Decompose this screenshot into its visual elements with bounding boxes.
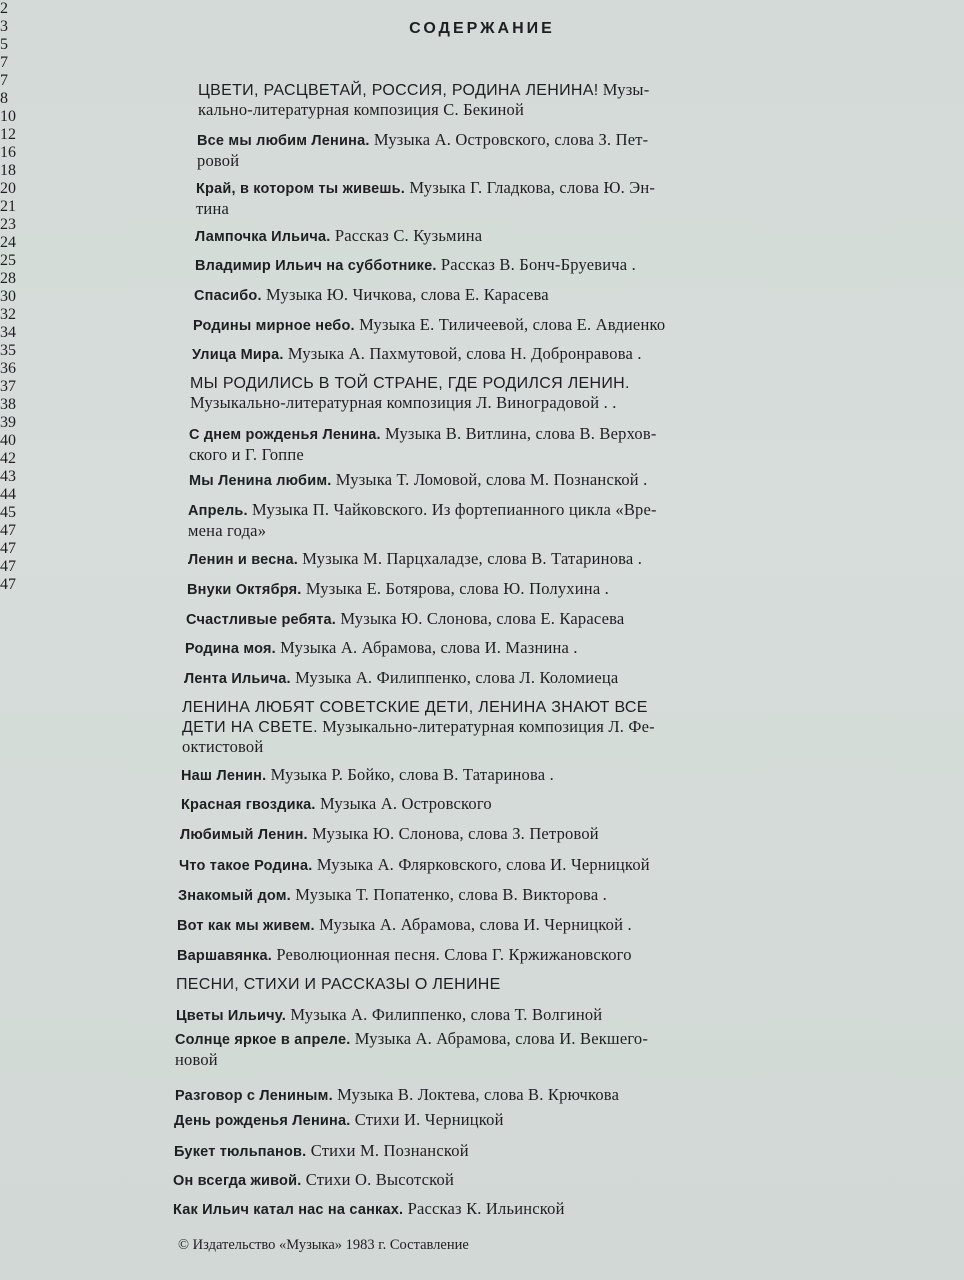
toc-page-number: 10	[0, 108, 16, 125]
toc-entry-description-continued: кально-литературная композиция С. Бекиной	[198, 100, 525, 119]
toc-entry-description: Музыка А. Островского, слова З. Пет-	[369, 130, 649, 149]
toc-entry-text	[174, 1141, 469, 1162]
toc-entry-title: Наш Ленин.	[181, 768, 267, 784]
toc-page-number: 47	[0, 540, 16, 557]
toc-entry-title: Букет тюльпанов.	[174, 1144, 307, 1160]
toc-page-number: 30	[0, 288, 16, 305]
toc-page-number: 5	[0, 36, 8, 53]
toc-page-number: 3	[0, 18, 8, 35]
toc-entry-text	[189, 470, 647, 491]
toc-entry-text	[180, 824, 599, 845]
toc-entry-description: Музыка А. Абрамова, слова И. Мазнина .	[275, 638, 578, 657]
toc-entry-text	[186, 609, 624, 630]
toc-entry-title: Апрель.	[188, 503, 248, 519]
toc-entry-description: Рассказ С. Кузьмина	[330, 226, 483, 245]
toc-entry[interactable]	[189, 470, 769, 491]
copyright-footer: © Издательство «Музыка» 1983 г. Составление	[178, 1237, 469, 1253]
toc-entry-title: Разговор с Лениным.	[175, 1088, 333, 1104]
toc-entry-description: Рассказ К. Ильинской	[403, 1199, 565, 1218]
toc-entry-description: Музыка А. Филиппенко, слова Л. Коломиеца	[290, 668, 619, 687]
toc-entry-title: ПЕСНИ, СТИХИ И РАССКАЗЫ О ЛЕНИНЕ	[176, 976, 501, 993]
toc-entry-title: Лампочка Ильича.	[195, 229, 331, 245]
toc-page-number: 47	[0, 522, 16, 539]
toc-entry-description-continued: новой	[175, 1050, 218, 1069]
toc-entry-title: Он всегда живой.	[173, 1173, 302, 1189]
toc-entry-title: ЛЕНИНА ЛЮБЯТ СОВЕТСКИЕ ДЕТИ, ЛЕНИНА ЗНАЮТ ВСЕ	[182, 699, 648, 716]
page-title: СОДЕРЖАНИЕ	[409, 20, 555, 37]
toc-page-number: 39	[0, 414, 16, 431]
toc-entry-title: Внуки Октября.	[187, 582, 302, 598]
toc-entry-description: Рассказ В. Бонч-Бруевича .	[436, 255, 636, 274]
toc-entry-text	[173, 1170, 454, 1191]
toc-entry-title: Улица Мира.	[192, 347, 284, 363]
toc-entry[interactable]	[189, 424, 769, 464]
toc-entry-text	[177, 915, 632, 936]
toc-entry-description: Музыка А. Филиппенко, слова Т. Волгиной	[286, 1005, 603, 1024]
toc-entry-title: С днем рожденья Ленина.	[189, 427, 381, 443]
toc-entry-text	[176, 974, 501, 994]
toc-entry-text	[175, 1085, 619, 1106]
toc-entry-text	[173, 1199, 565, 1220]
toc-entry[interactable]	[192, 344, 767, 365]
toc-entry-title: Все мы любим Ленина.	[197, 133, 370, 149]
toc-entry-text	[188, 549, 642, 570]
toc-entry[interactable]	[173, 1170, 773, 1191]
toc-entry-description: Музыка Ю. Чичкова, слова Е. Карасева	[261, 285, 549, 304]
toc-entry-description: Музыка П. Чайковского. Из фортепианного цикла «Вре-	[247, 500, 657, 519]
toc-entry[interactable]	[190, 373, 770, 412]
toc-entry[interactable]	[179, 855, 769, 876]
toc-entry[interactable]	[176, 974, 776, 994]
toc-entry[interactable]	[173, 1199, 773, 1220]
toc-entry-text	[176, 1005, 602, 1026]
toc-entry-description: Музыка Р. Бойко, слова В. Татаринова .	[266, 765, 554, 784]
toc-entry-title: Спасибо.	[194, 288, 262, 304]
toc-entry-text	[181, 765, 554, 786]
toc-entry-title: Счастливые ребята.	[186, 612, 337, 628]
toc-page-number: 44	[0, 486, 16, 503]
toc-entry-text	[195, 255, 636, 276]
toc-page-number: 47	[0, 576, 16, 593]
toc-entry-text	[194, 285, 549, 306]
toc-entry-title: Родины мирное небо.	[193, 318, 355, 334]
toc-page-number: 2	[0, 0, 8, 17]
toc-entry-description: Музыка А. Абрамова, слова И. Векшего-	[350, 1029, 649, 1048]
toc-entry-description: Музыка Ю. Слонова, слова Е. Карасева	[336, 609, 625, 628]
toc-entry-description: Стихи И. Черницкой	[350, 1110, 504, 1129]
toc-entry[interactable]	[176, 1005, 776, 1026]
toc-entry-description: Музы-	[598, 80, 650, 99]
toc-page-number: 23	[0, 216, 16, 233]
toc-page-number: 18	[0, 162, 16, 179]
toc-entry-title: Лента Ильича.	[184, 671, 291, 687]
toc-page-number: 8	[0, 90, 8, 107]
toc-entry-description: Музыка А. Абрамова, слова И. Черницкой .	[314, 915, 632, 934]
toc-entry-description: Музыка М. Парцхаладзе, слова В. Татаринова .	[297, 549, 643, 568]
toc-entry[interactable]	[184, 668, 764, 689]
toc-entry-title: ЦВЕТИ, РАСЦВЕТАЙ, РОССИЯ, РОДИНА ЛЕНИНА!	[198, 82, 599, 99]
toc-entry-title: Вот как мы живем.	[177, 918, 315, 934]
toc-entry[interactable]	[195, 226, 765, 247]
toc-entry-text	[195, 226, 482, 247]
toc-page-number: 21	[0, 198, 16, 215]
toc-entry-text	[182, 697, 655, 756]
toc-entry-text	[187, 579, 609, 600]
toc-entry-text	[175, 1029, 648, 1069]
toc-entry-title: Знакомый дом.	[178, 888, 291, 904]
toc-entry[interactable]	[174, 1110, 774, 1131]
toc-entry[interactable]	[186, 609, 766, 630]
toc-entry-description: Стихи О. Высотской	[301, 1170, 455, 1189]
toc-entry-title: Ленин и весна.	[188, 552, 298, 568]
toc-entry-text	[179, 855, 650, 876]
toc-entry-text	[189, 424, 657, 464]
toc-entry-description-continued: Музыкально-литературная композиция Л. Фе-	[317, 717, 655, 736]
toc-entry-description-continued: ровой	[197, 151, 240, 170]
toc-page-number: 37	[0, 378, 16, 395]
toc-entry[interactable]	[188, 549, 768, 570]
toc-entry-description: Музыка Т. Ломовой, слова М. Познанской .	[331, 470, 648, 489]
toc-entry[interactable]	[185, 638, 765, 659]
toc-entry-text	[174, 1110, 504, 1131]
toc-page-number: 24	[0, 234, 16, 251]
toc-entry[interactable]	[177, 915, 767, 936]
toc-entry-description: Стихи М. Познанской	[306, 1141, 469, 1160]
toc-entry[interactable]	[181, 765, 771, 786]
toc-page-number: 25	[0, 252, 16, 269]
toc-entry-text	[185, 638, 578, 659]
toc-entry[interactable]	[175, 1029, 775, 1069]
toc-entry-title: Мы Ленина любим.	[189, 473, 332, 489]
toc-entry[interactable]	[193, 315, 768, 336]
toc-entry-description: Музыка В. Локтева, слова В. Крючкова	[332, 1085, 620, 1104]
toc-entry-description: Музыка А. Флярковского, слова И. Черницкой	[312, 855, 650, 874]
toc-entry-description: Музыка А. Пахмутовой, слова Н. Добронравова .	[283, 344, 642, 363]
toc-entry-title-continued: ДЕТИ НА СВЕТЕ.	[182, 719, 318, 736]
toc-entry-title: Любимый Ленин.	[180, 827, 308, 843]
toc-entry-description: Музыка Ю. Слонова, слова З. Петровой	[307, 824, 599, 843]
toc-entry-text	[178, 885, 607, 906]
toc-entry-title: Цветы Ильичу.	[176, 1008, 286, 1024]
toc-entry[interactable]	[177, 945, 767, 966]
toc-entry-text	[192, 344, 642, 365]
toc-entry-description: Музыка А. Островского	[315, 794, 492, 813]
toc-entry[interactable]	[175, 1085, 775, 1106]
toc-entry-title: Варшавянка.	[177, 948, 273, 964]
toc-entry-text	[196, 178, 655, 218]
toc-entry-text	[177, 945, 632, 966]
toc-entry[interactable]	[178, 885, 768, 906]
toc-entry[interactable]	[181, 794, 771, 815]
toc-entry-title: Что такое Родина.	[179, 858, 313, 874]
toc-entry-text	[198, 80, 649, 119]
toc-page-number: 38	[0, 396, 16, 413]
toc-entry-description-continued: тина	[196, 199, 229, 218]
toc-page-number: 12	[0, 126, 16, 143]
toc-page-number: 43	[0, 468, 16, 485]
toc-page-number: 28	[0, 270, 16, 287]
toc-entry-text	[190, 373, 630, 412]
toc-entry-title: Владимир Ильич на субботнике.	[195, 258, 437, 274]
toc-entry[interactable]	[195, 255, 765, 276]
toc-entry-title: День рожденья Ленина.	[174, 1113, 351, 1129]
toc-entry-description-continued: ского и Г. Гоппе	[189, 445, 304, 464]
toc-entry-description-continued: октистовой	[182, 737, 264, 756]
toc-page-number: 34	[0, 324, 16, 341]
toc-entry-description-continued: мена года»	[188, 521, 267, 540]
toc-entry-description-continued: Музыкально-литературная композиция Л. Виноградовой . .	[190, 393, 617, 412]
toc-page-number: 36	[0, 360, 16, 377]
toc-page-number: 16	[0, 144, 16, 161]
toc-page-number: 7	[0, 72, 8, 89]
toc-entry-description: Музыка Е. Тиличеевой, слова Е. Авдиенко	[354, 315, 666, 334]
toc-page-number: 45	[0, 504, 16, 521]
toc-entry[interactable]	[198, 80, 768, 119]
toc-page-number: 42	[0, 450, 16, 467]
toc-entry[interactable]	[174, 1141, 774, 1162]
toc-entry-text	[193, 315, 665, 336]
toc-entry-text	[188, 500, 657, 540]
toc-entry-description: Музыка Т. Попатенко, слова В. Викторова .	[290, 885, 607, 904]
toc-page-number: 32	[0, 306, 16, 323]
toc-entry[interactable]	[196, 178, 766, 218]
toc-entry-title: Край, в котором ты живешь.	[196, 181, 406, 197]
toc-entry-text	[184, 668, 618, 689]
toc-entry-description: Революционная песня. Слова Г. Кржижановского	[272, 945, 632, 964]
toc-entry[interactable]	[188, 500, 768, 540]
toc-entry-text	[197, 130, 648, 170]
toc-page-number: 40	[0, 432, 16, 449]
toc-entry[interactable]	[180, 824, 770, 845]
toc-entry[interactable]	[197, 130, 767, 170]
toc-entry-title: Родина моя.	[185, 641, 276, 657]
toc-entry-title: Солнце яркое в апреле.	[175, 1032, 351, 1048]
toc-entry-title: Красная гвоздика.	[181, 797, 316, 813]
toc-entry-title: МЫ РОДИЛИСЬ В ТОЙ СТРАНЕ, ГДЕ РОДИЛСЯ ЛЕНИН.	[190, 375, 630, 392]
toc-page-number: 20	[0, 180, 16, 197]
toc-entry[interactable]	[182, 697, 772, 756]
toc-page-number: 47	[0, 558, 16, 575]
toc-entry-title: Как Ильич катал нас на санках.	[173, 1202, 404, 1218]
toc-entry[interactable]	[187, 579, 767, 600]
toc-entry-description: Музыка Г. Гладкова, слова Ю. Эн-	[405, 178, 656, 197]
toc-entry-description: Музыка Е. Ботярова, слова Ю. Полухина .	[301, 579, 609, 598]
toc-entry-text	[181, 794, 492, 815]
toc-page-number: 35	[0, 342, 16, 359]
toc-page-number: 7	[0, 54, 8, 71]
toc-entry-description: Музыка В. Витлина, слова В. Верхов-	[380, 424, 657, 443]
toc-entry[interactable]	[194, 285, 764, 306]
